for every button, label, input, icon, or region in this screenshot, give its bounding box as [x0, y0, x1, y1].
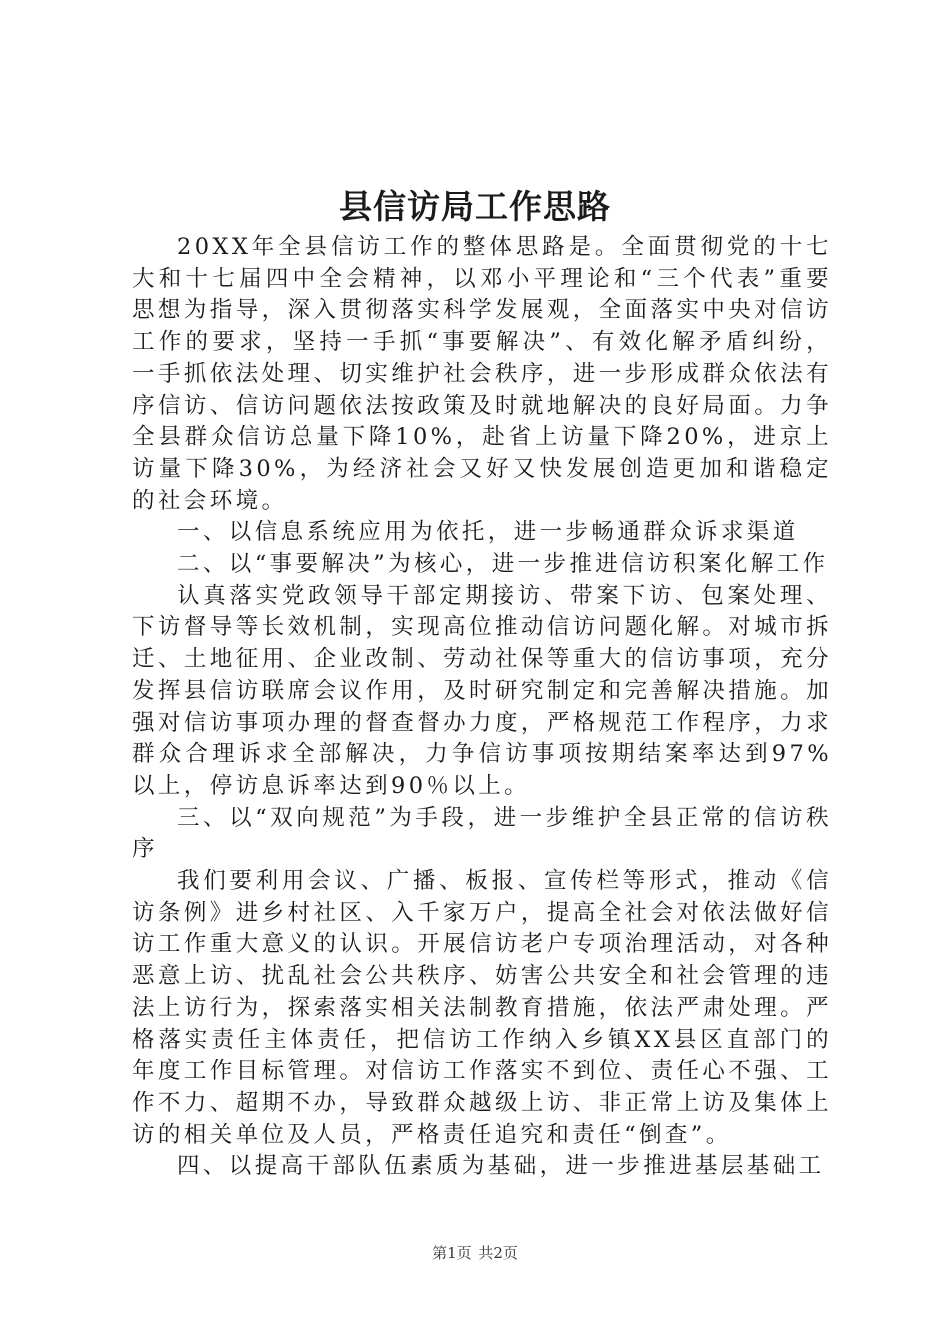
paragraph-section-2: 认真落实党政领导干部定期接访、带案下访、包案处理、下访督导等长效机制，实现高位推动信访问题化解。对城市拆迁、土地征用、企业改制、劳动社保等重大的信访事项，充分发挥县信访联席会议作用，及时研究制定和完善解决措施。加强对信访事项办理的督查督办力度，严格规范工作程序，力求群众合理诉求全部解决，力争信访事项按期结案率达到97%以上，停访息诉率达到90％以上。 [132, 582, 832, 799]
heading-section-4: 四、以提高干部队伍素质为基础，进一步推进基层基础工 [177, 1153, 825, 1180]
page-total: 共2页 [478, 1244, 518, 1262]
heading-section-1: 一、以信息系统应用为依托，进一步畅通群众诉求渠道 [177, 519, 799, 546]
heading-section-3: 三、以“双向规范”为手段，进一步维护全县正常的信访秩序 [132, 804, 832, 863]
page-number: 第1页 [432, 1244, 472, 1262]
paragraph-section-3: 我们要利用会议、广播、板报、宣传栏等形式，推动《信访条例》进乡村社区、入千家万户，提高全社会对依法做好信访工作重大意义的认识。开展信访老户专项治理活动，对各种恶意上访、扰乱社会公共秩序、妨害公共安全和社会管理的违法上访行为，探索落实相关法制教育措施，依法严肃处理。严格落实责任主体责任，把信访工作纳入乡镇XX县区直部门的年度工作目标管理。对信访工作落实不到位、责任心不强、工作不力、超期不办，导致群众越级上访、非正常上访及集体上访的相关单位及人员，严格责任追究和责任“倒查”。 [132, 868, 832, 1148]
document-title: 县信访局工作思路 [339, 187, 611, 226]
paragraph-intro: 20XX年全县信访工作的整体思路是。全面贯彻党的十七大和十七届四中全会精神，以邓小平理论和“三个代表”重要思想为指导，深入贯彻落实科学发展观，全面落实中央对信访工作的要求，坚持一手抓“事要解决”、有效化解矛盾纠纷，一手抓依法处理、切实维护社会秩序，进一步形成群众依法有序信访、信访问题依法按政策及时就地解决的良好局面。力争全县群众信访总量下降10%，赴省上访量下降20%，进京上访量下降30%，为经济社会又好又快发展创造更加和谐稳定的社会环境。 [132, 234, 832, 514]
document-body [132, 232, 832, 1183]
page-footer [0, 1243, 950, 1263]
heading-section-2: 二、以“事要解决”为核心，进一步推进信访积案化解工作 [177, 551, 829, 578]
